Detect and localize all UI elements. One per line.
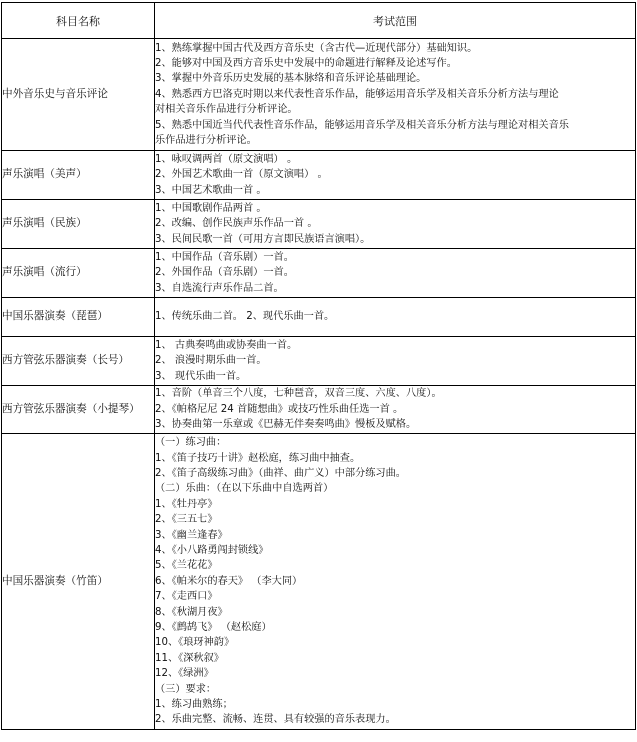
scope-line: （三）要求： (155, 683, 217, 695)
scope-line: 对相关音乐作品进行分析评论。 (155, 104, 298, 116)
table-row (2, 386, 636, 434)
scope-line: 10、《琅玡神韵》 (155, 637, 235, 649)
subject-cell: 中国乐器演奏（琵琶） (2, 298, 155, 337)
scope-line: 2、《帕格尼尼 24 首随想曲》或技巧性乐曲任选一首 。 (155, 403, 404, 415)
scope-cell (155, 200, 636, 249)
scope-line: 3、民间民歌一首（可用方言即民族语言演唱）。 (155, 233, 371, 245)
scope-cell (155, 151, 636, 200)
subject-cell: 西方管弦乐器演奏（长号） (2, 337, 155, 386)
scope-line: 3、 现代乐曲一首。 (155, 370, 247, 382)
scope-line: 7、《走西口》 (155, 591, 218, 603)
scope-line: 1、 古典奏鸣曲或协奏曲一首。 (155, 339, 298, 351)
scope-line: 2、外国作品（音乐剧）一首。 (155, 267, 294, 279)
scope-line: 1、练习曲熟练； (155, 699, 233, 711)
exam-scope-table (1, 2, 636, 730)
scope-cell (155, 249, 636, 298)
table-header-row (2, 3, 636, 39)
scope-line: 2、 浪漫时期乐曲一首。 (155, 355, 267, 367)
scope-line: 3、自选流行声乐作品二首。 (155, 282, 284, 294)
table-row (2, 249, 636, 298)
table-row (2, 39, 636, 151)
scope-cell (155, 434, 636, 730)
scope-line: 2、《笛子高级练习曲》（曲祥、曲广义）中部分练习曲。 (155, 467, 406, 479)
scope-line: 1、《牡丹亭》 (155, 498, 218, 510)
scope-line: 9、《鹧鸪飞》 （赵松庭） (155, 622, 272, 634)
scope-line: 6、《帕米尔的春天》 （李大同） (155, 575, 303, 587)
scope-line: 4、《小八路勇闯封锁线》 (155, 544, 269, 556)
scope-line: 2、外国艺术歌曲一首（原文演唱） 。 (155, 169, 328, 181)
scope-line: 2、能够对中国及西方音乐史中发展中的命题进行解释及论述写作。 (155, 57, 457, 69)
scope-line: 8、《秋湖月夜》 (155, 606, 228, 618)
scope-cell (155, 386, 636, 434)
scope-line: 1、音阶（单音三个八度，七种琶音，双音三度、六度、八度）。 (155, 388, 442, 400)
scope-line: 3、中国艺术歌曲一首 。 (155, 184, 267, 196)
header-subject: 科目名称 (2, 3, 155, 39)
table-row (2, 337, 636, 386)
scope-cell (155, 337, 636, 386)
subject-cell: 中国乐器演奏（竹笛） (2, 434, 155, 730)
scope-line: 3、掌握中外音乐历史发展的基本脉络和音乐评论基础理论。 (155, 73, 427, 85)
scope-line: 1、《笛子技巧十讲》赵松庭，练习曲中抽查。 (155, 452, 361, 464)
scope-line: 2、乐曲完整、流畅、连贯、具有较强的音乐表现力。 (155, 714, 396, 726)
table-row (2, 434, 636, 730)
table-row (2, 298, 636, 337)
scope-line: 1、中国歌剧作品两首 。 (155, 202, 267, 214)
scope-line: 3、协奏曲第一乐章或《巴赫无伴奏奏鸣曲》慢板及赋格。 (155, 419, 417, 431)
scope-line: 2、改编、创作民族声乐作品一首 。 (155, 218, 318, 230)
header-scope: 考试范围 (155, 3, 636, 39)
scope-line: 1、咏叹调两首（原文演唱） 。 (155, 153, 298, 165)
scope-cell (155, 39, 636, 151)
scope-cell (155, 298, 636, 337)
scope-line: 1、熟练掌握中国古代及西方音乐史（含古代—近现代部分）基础知识。 (155, 42, 478, 54)
subject-cell: 声乐演唱（民族） (2, 200, 155, 249)
scope-line: 4、熟悉西方巴洛克时期以来代表性音乐作品，能够运用音乐学及相关音乐分析方法与理论 (155, 88, 559, 100)
scope-line: 5、熟悉中国近当代代表性音乐作品，能够运用音乐学及相关音乐分析方法与理论对相关音乐 (155, 119, 569, 131)
subject-cell: 声乐演唱（流行） (2, 249, 155, 298)
subject-cell: 西方管弦乐器演奏（小提琴） (2, 386, 155, 434)
scope-line: 1、传统乐曲二首。 2、现代乐曲一首。 (155, 311, 335, 323)
scope-line: 1、中国作品（音乐剧）一首。 (155, 251, 294, 263)
subject-cell: 中外音乐史与音乐评论 (2, 39, 155, 151)
scope-line: 12、《绿洲》 (155, 668, 214, 680)
table-row (2, 200, 636, 249)
scope-line: 11、《深秋叙》 (155, 652, 224, 664)
scope-line: 2、《三五七》 (155, 514, 218, 526)
scope-line: 乐作品进行分析评论。 (155, 135, 257, 147)
table-row (2, 151, 636, 200)
scope-line: 3、《幽兰逢春》 (155, 529, 228, 541)
scope-line: （二）乐曲：（在以下乐曲中自选两首） (155, 483, 334, 495)
scope-line: 5、《兰花花》 (155, 560, 218, 572)
subject-cell: 声乐演唱（美声） (2, 151, 155, 200)
scope-line: （一）练习曲： (155, 437, 227, 449)
